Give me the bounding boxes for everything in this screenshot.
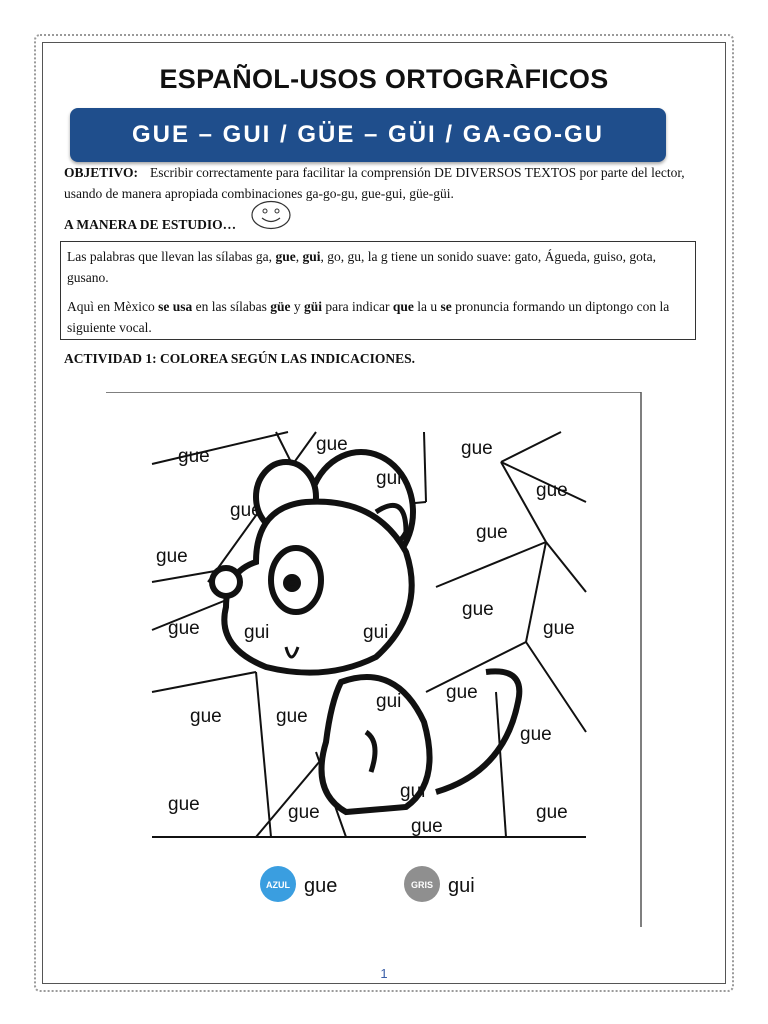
region-label: gue: [168, 794, 200, 815]
region-label: gue: [168, 618, 200, 639]
objective-paragraph: [64, 162, 704, 204]
region-label: gue: [543, 618, 575, 639]
study-paragraph-2: Aquì en Mèxico se usa en las sílabas güe y güi para indicar que la u se pronuncia formando un diptongo con la siguiente vocal.: [67, 299, 670, 335]
region-label: gui: [400, 781, 426, 802]
region-label: gue: [462, 599, 494, 620]
region-label: gue: [288, 802, 320, 823]
region-label: gue: [190, 706, 222, 727]
study-heading: A MANERA DE ESTUDIO…: [64, 217, 237, 232]
page-number: 1: [380, 966, 388, 981]
legend-syllable: gui: [448, 875, 475, 897]
topic-banner: GUE – GUI / GÜE – GÜI / GA-GO-GU: [70, 108, 666, 162]
region-label: gui: [376, 691, 402, 712]
study-paragraph-1: Las palabras que llevan las sílabas ga, gue, gui, go, gu, la g tiene un sonido suave: gato, Águeda, guiso, gota, gusano.: [67, 249, 657, 285]
region-label: gue: [178, 446, 210, 467]
study-box: [60, 241, 696, 340]
region-label: gue: [276, 706, 308, 727]
region-label: gui: [376, 468, 402, 489]
region-label: gue: [230, 500, 262, 521]
color-legend: [260, 866, 475, 902]
activity-heading: ACTIVIDAD 1: COLOREA SEGÚN LAS INDICACIONES.: [64, 351, 416, 366]
objective-text: Escribir correctamente para facilitar la comprensión DE DIVERSOS TEXTOS por parte del lector, usando de manera apropiada combinaciones ga-go-gu, gue-gui, güe-güi.: [64, 165, 685, 201]
region-label: gui: [363, 622, 389, 643]
region-label: gue: [536, 802, 568, 823]
region-label: gue: [476, 522, 508, 543]
region-label: gue: [156, 546, 188, 567]
region-label: gue: [316, 434, 348, 455]
page-title: ESPAÑOL-USOS ORTOGRÀFICOS: [159, 64, 609, 94]
region-label: gue: [536, 480, 568, 501]
region-label: gue: [411, 816, 443, 837]
objective-label: OBJETIVO:: [64, 165, 138, 180]
legend-badge: GRIS: [410, 880, 434, 890]
coloring-figure: [106, 392, 646, 932]
region-label: gue: [461, 438, 493, 459]
legend-badge: AZUL: [266, 880, 290, 890]
legend-syllable: gue: [304, 875, 338, 897]
region-label: gue: [520, 724, 552, 745]
region-label: gue: [446, 682, 478, 703]
smiley-icon: [250, 200, 292, 230]
region-label: gui: [244, 622, 270, 643]
